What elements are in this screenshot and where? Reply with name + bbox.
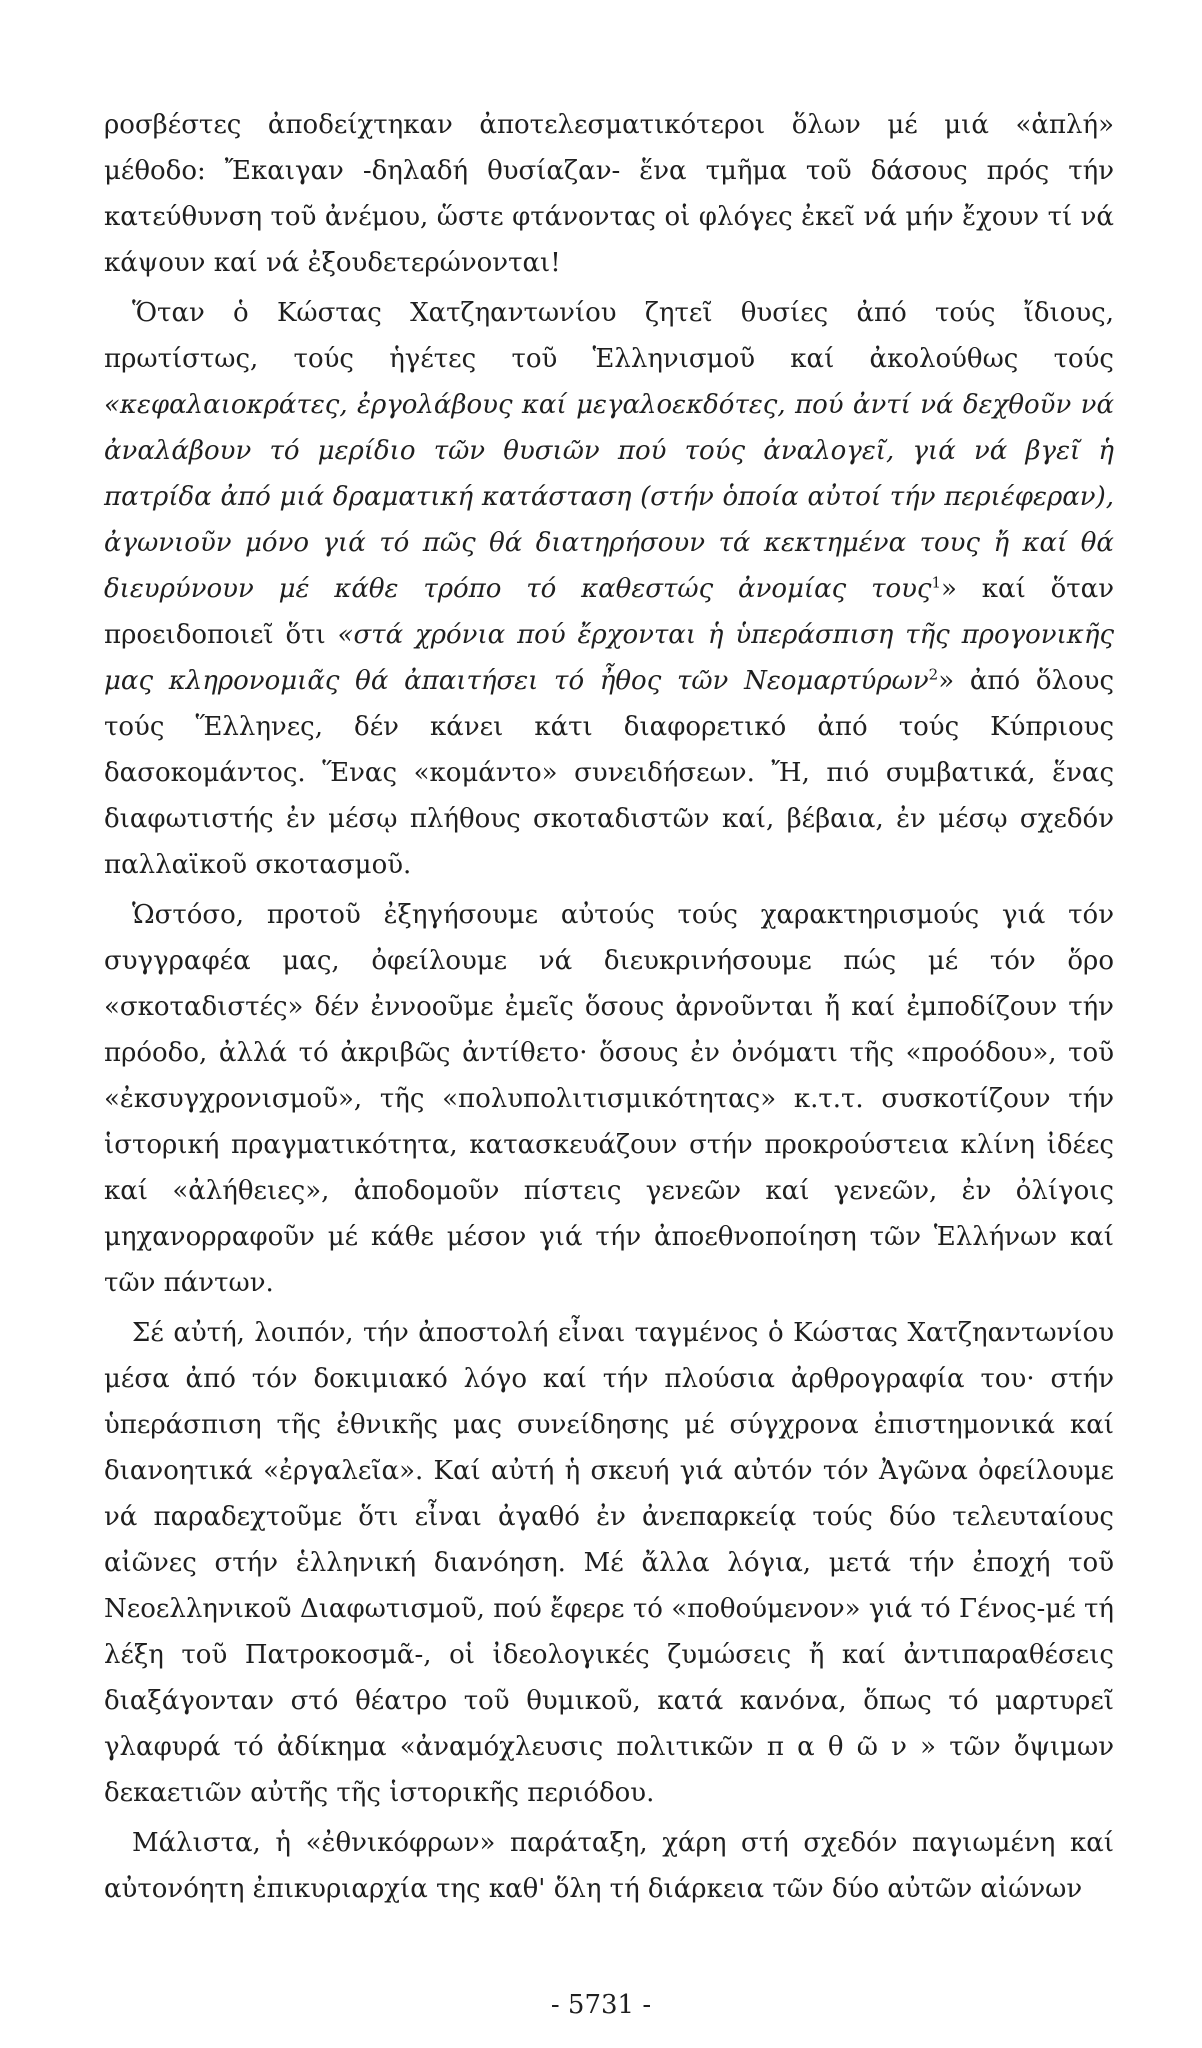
paragraph-4: Σέ αὐτή, λοιπόν, τήν ἀποστολή εἶναι ταγμένος ὁ Κώστας Χατζηαντωνίου μέσα ἀπό τόν δοκιμιακό λόγο καί τήν πλούσια ἀρθρογραφία του· στήν ὑπεράσπιση τῆς ἐθνικῆς μας συνείδησης μέ σύγχρονα ἐπιστημονικά καί διανοητικά «ἐργαλεῖα». Καί αὐτή ἡ σκευή γιά αὐτόν τόν Ἀγῶνα ὀφείλουμε νά παραδεχτοῦμε ὅτι εἶναι ἀγαθό ἐν ἀνεπαρκείᾳ τούς δύο τελευταίους αἰῶνες στήν ἑλληνική διανόηση. Μέ ἄλλα λόγια, μετά τήν ἐποχή τοῦ Νεοελληνικοῦ Διαφωτισμοῦ, πού ἔφερε τό «ποθούμενον» γιά τό Γένος-μέ τή λέξη τοῦ Πατροκοσμᾶ-, οἱ ἰδεολογικές ζυμώσεις ἤ καί ἀντιπαραθέσεις διαξάγονταν στό θέατρο τοῦ θυμικοῦ, κατά κανόνα, ὅπως τό μαρτυρεῖ γλαφυρά τό ἀδίκημα «ἀναμόχλευσις πολιτικῶν π α θ ῶ ν » τῶν ὄψιμων δεκαετιῶν αὐτῆς τῆς ἱστορικῆς περιόδου. — [104, 1318, 1114, 1808]
quote-neomartyrs: «στά χρόνια πού ἔρχονται ἡ ὑπεράσπιση τῆς προγονικῆς μας κληρονομιᾶς θά ἀπαιτήσει τό ἦθος τῶν Νεομαρτύρων — [104, 620, 1114, 696]
paragraph-2-text-c: » καί ὅταν προειδοποιεῖ ὅτι — [104, 574, 1114, 650]
document-page — [104, 102, 1114, 2002]
paragraph-2 — [104, 290, 1114, 888]
paragraph-2-text-e: » ἀπό ὅλους τούς Ἕλληνες, δέν κάνει κάτι διαφορετικό ἀπό τούς Κύπριους δασοκομάντος. Ἕνας «κομάντο» συνειδήσεων. Ἤ, πιό συμβατικά, ἕνας διαφωτιστής ἐν μέσῳ πλήθους σκοταδιστῶν καί, βέβαια, ἐν μέσῳ σχεδόν παλλαϊκοῦ σκοτασμοῦ. — [104, 666, 1115, 880]
footnote-ref-1: 1 — [931, 573, 942, 592]
paragraph-1: ροσβέστες ἀποδείχτηκαν ἀποτελεσματικότεροι ὅλων μέ μιά «ἁπλή» μέθοδο: Ἔκαιγαν -δηλαδή θυσίαζαν- ἕνα τμῆμα τοῦ δάσους πρός τήν κατεύθυνση τοῦ ἀνέμου, ὥστε φτάνοντας οἱ φλόγες ἐκεῖ νά μήν ἔχουν τί νά κάψουν καί νά ἐξουδετερώνονται! — [104, 110, 1114, 278]
paragraph-3: Ὡστόσο, προτοῦ ἐξηγήσουμε αὐτούς τούς χαρακτηρισμούς γιά τόν συγγραφέα μας, ὀφείλουμε νά διευκρινήσουμε πώς μέ τόν ὅρο «σκοταδιστές» δέν ἐννοοῦμε ἐμεῖς ὅσους ἀρνοῦνται ἤ καί ἐμποδίζουν τήν πρόοδο, ἀλλά τό ἀκριβῶς ἀντίθετο· ὅσους ἐν ὀνόματι τῆς «προόδου», τοῦ «ἐκσυγχρονισμοῦ», τῆς «πολυπολιτισμικότητας» κ.τ.τ. συσκοτίζουν τήν ἱστορική πραγματικότητα, κατασκευάζουν στήν προκρούστεια κλίνη ἰδέες καί «ἀλήθειες», ἀποδομοῦν πίστεις γενεῶν καί γενεῶν, ἐν ὀλίγοις μηχανορραφοῦν μέ κάθε μέσον γιά τήν ἀποεθνοποίηση τῶν Ἑλλήνων καί τῶν πάντων. — [104, 900, 1114, 1298]
footnote-ref-2: 2 — [928, 665, 939, 684]
page-number: - 5731 - — [550, 1990, 652, 2020]
quote-capitalists: «κεφαλαιοκράτες, ἐργολάβους καί μεγαλοεκδότες, πού ἀντί νά δεχθοῦν νά ἀναλάβουν τό μερίδιο τῶν θυσιῶν πού τούς ἀναλογεῖ, γιά νά βγεῖ ἡ πατρίδα ἀπό μιά δραματική κατάσταση (στήν ὁποία αὐτοί τήν περιέφεραν), ἀγωνιοῦν μόνο γιά τό πῶς θά διατηρήσουν τά κεκτημένα τους ἤ καί θά διευρύνουν μέ κάθε τρόπο τό καθεστώς ἀνομίας τους — [104, 390, 1114, 604]
paragraph-2-text-a: Ὅταν ὁ Κώστας Χατζηαντωνίου ζητεῖ θυσίες ἀπό τούς ἴδιους, πρωτίστως, τούς ἡγέτες τοῦ Ἑλληνισμοῦ καί ἀκολούθως τούς — [104, 298, 1114, 374]
paragraph-5: Μάλιστα, ἡ «ἐθνικόφρων» παράταξη, χάρη στή σχεδόν παγιωμένη καί αὐτονόητη ἐπικυριαρχία της καθ' ὅλη τή διάρκεια τῶν δύο αὐτῶν αἰώνων — [104, 1828, 1114, 1904]
